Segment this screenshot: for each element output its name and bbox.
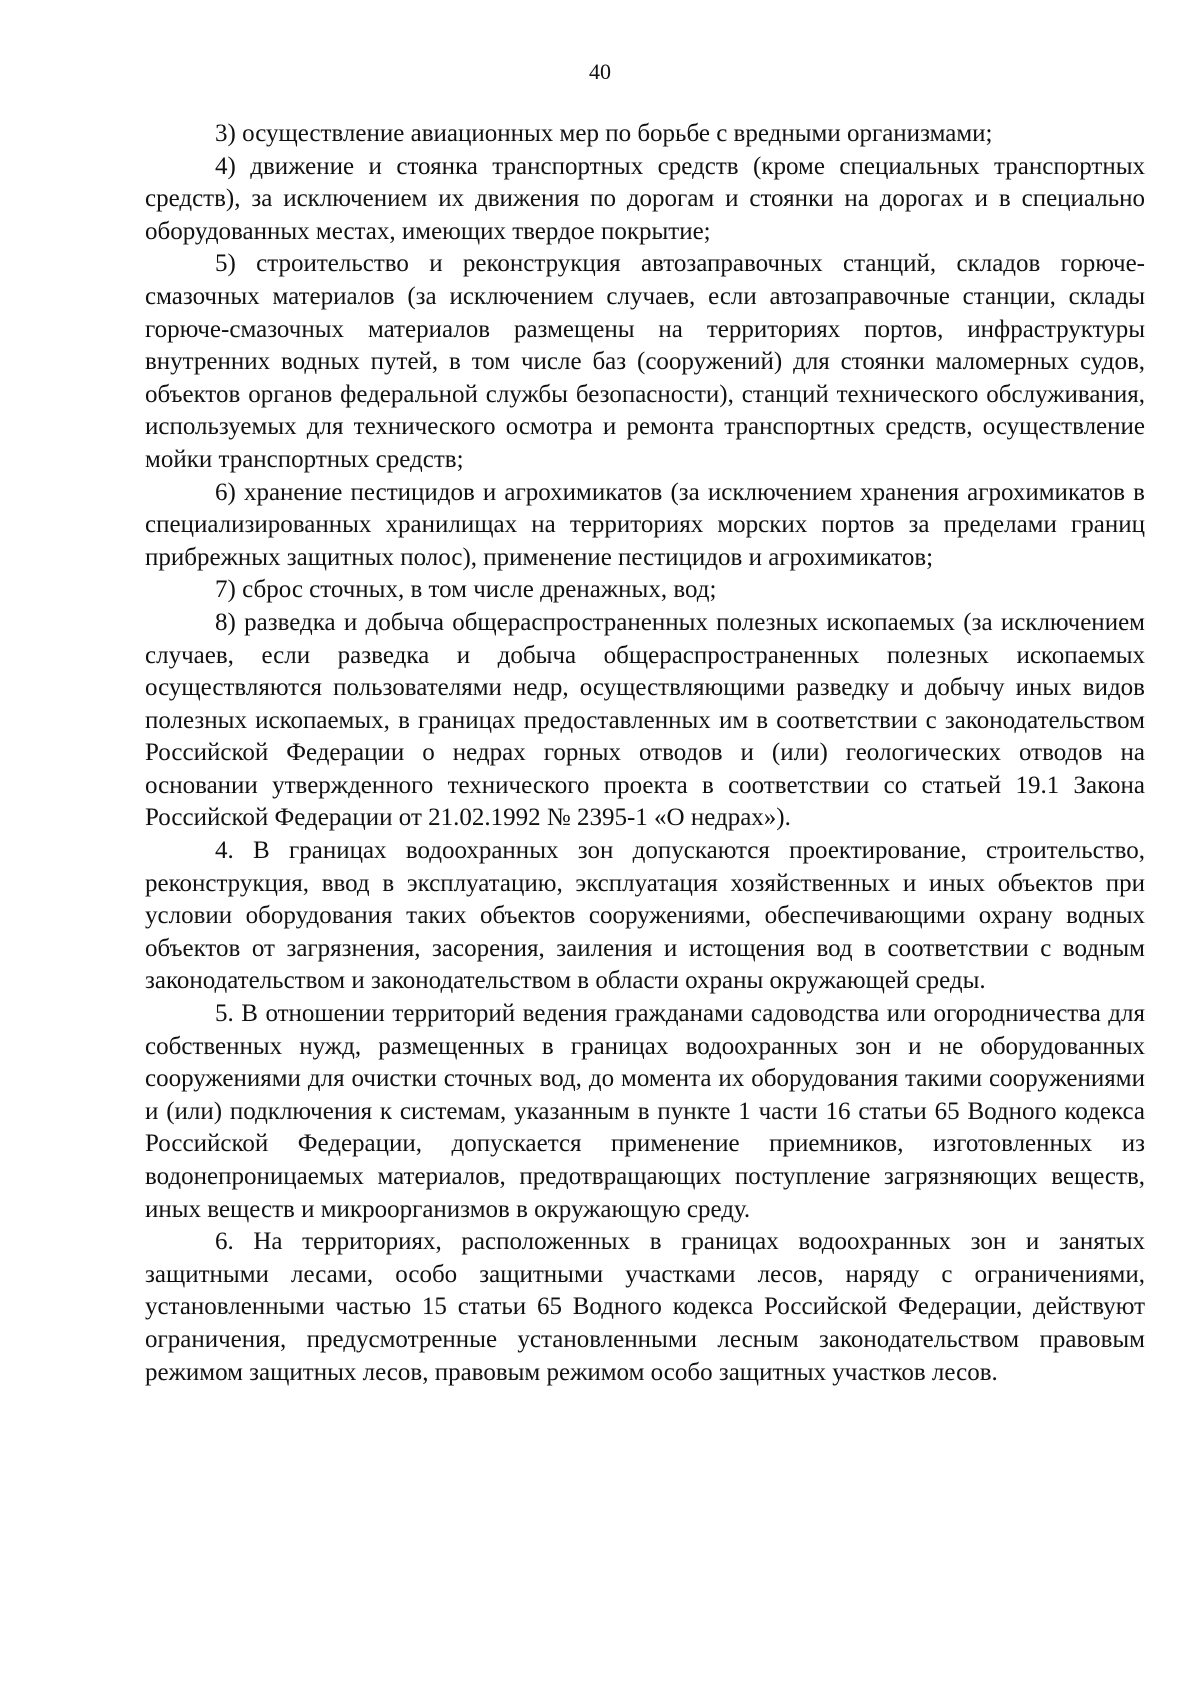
list-item-6: 6) хранение пестицидов и агрохимикатов (за исключением хранения агрохимикатов в специализированных хранилищах на территориях морских портов за пределами границ прибрежных защитных полос), применение пестицидов и агрохимикатов; bbox=[145, 478, 1145, 571]
list-item-7: 7) сброс сточных, в том числе дренажных, вод; bbox=[215, 576, 717, 604]
document-body bbox=[145, 118, 1145, 1389]
clause-4: 4. В границах водоохранных зон допускаются проектирование, строительство, реконструкция, ввод в эксплуатацию, эксплуатация хозяйственных и иных объектов при условии оборудования таких объектов сооружениями, обеспечивающими охрану водных объектов от загрязнения, засорения, заиления и истощения вод в соответствии с водным законодательством и законодательством в области охраны окружающей среды. bbox=[145, 837, 1145, 995]
list-item-8: 8) разведка и добыча общераспространенных полезных ископаемых (за исключением случаев, если разведка и добыча общераспространенных полезных ископаемых осуществляются пользователями недр, осуществляющими разведку и добычу иных видов полезных ископаемых, в границах предоставленных им в соответствии с законодательством Российской Федерации о недрах горных отводов и (или) геологических отводов на основании утвержденного технического проекта в соответствии со статьей 19.1 Закона Российской Федерации от 21.02.1992 № 2395-1 «О недрах»). bbox=[145, 608, 1145, 832]
clause-6: 6. На территориях, расположенных в границах водоохранных зон и занятых защитными лесами, особо защитными участками лесов, наряду с ограничениями, установленными частью 15 статьи 65 Водного кодекса Российской Федерации, действуют ограничения, предусмотренные установленными лесным законодательством правовым режимом защитных лесов, правовым режимом особо защитных участков лесов. bbox=[145, 1228, 1145, 1386]
list-item-3: 3) осуществление авиационных мер по борьбе с вредными организмами; bbox=[215, 120, 993, 147]
list-item-5: 5) строительство и реконструкция автозаправочных станций, складов горюче-смазочных материалов (за исключением случаев, если автозаправочные станции, склады горюче-смазочных материалов размещены на территориях портов, инфраструктуры внутренних водных путей, в том числе баз (сооружений) для стоянки маломерных судов, объектов органов федеральной службы безопасности), станций технического обслуживания, используемых для технического осмотра и ремонта транспортных средств, осуществление мойки транспортных средств; bbox=[145, 250, 1145, 473]
clause-5: 5. В отношении территорий ведения гражданами садоводства или огородничества для собственных нужд, размещенных в границах водоохранных зон и не оборудованных сооружениями для очистки сточных вод, до момента их оборудования такими сооружениями и (или) подключения к системам, указанным в пункте 1 части 16 статьи 65 Водного кодекса Российской Федерации, допускается применение приемников, изготовленных из водонепроницаемых материалов, предотвращающих поступление загрязняющих веществ, иных веществ и микроорганизмов в окружающую среду. bbox=[145, 1000, 1145, 1223]
list-item-4: 4) движение и стоянка транспортных средств (кроме специальных транспортных средств), за исключением их движения по дорогам и стоянки на дорогах и в специально оборудованных местах, имеющих твердое покрытие; bbox=[145, 152, 1145, 245]
page-number: 40 bbox=[589, 59, 611, 84]
